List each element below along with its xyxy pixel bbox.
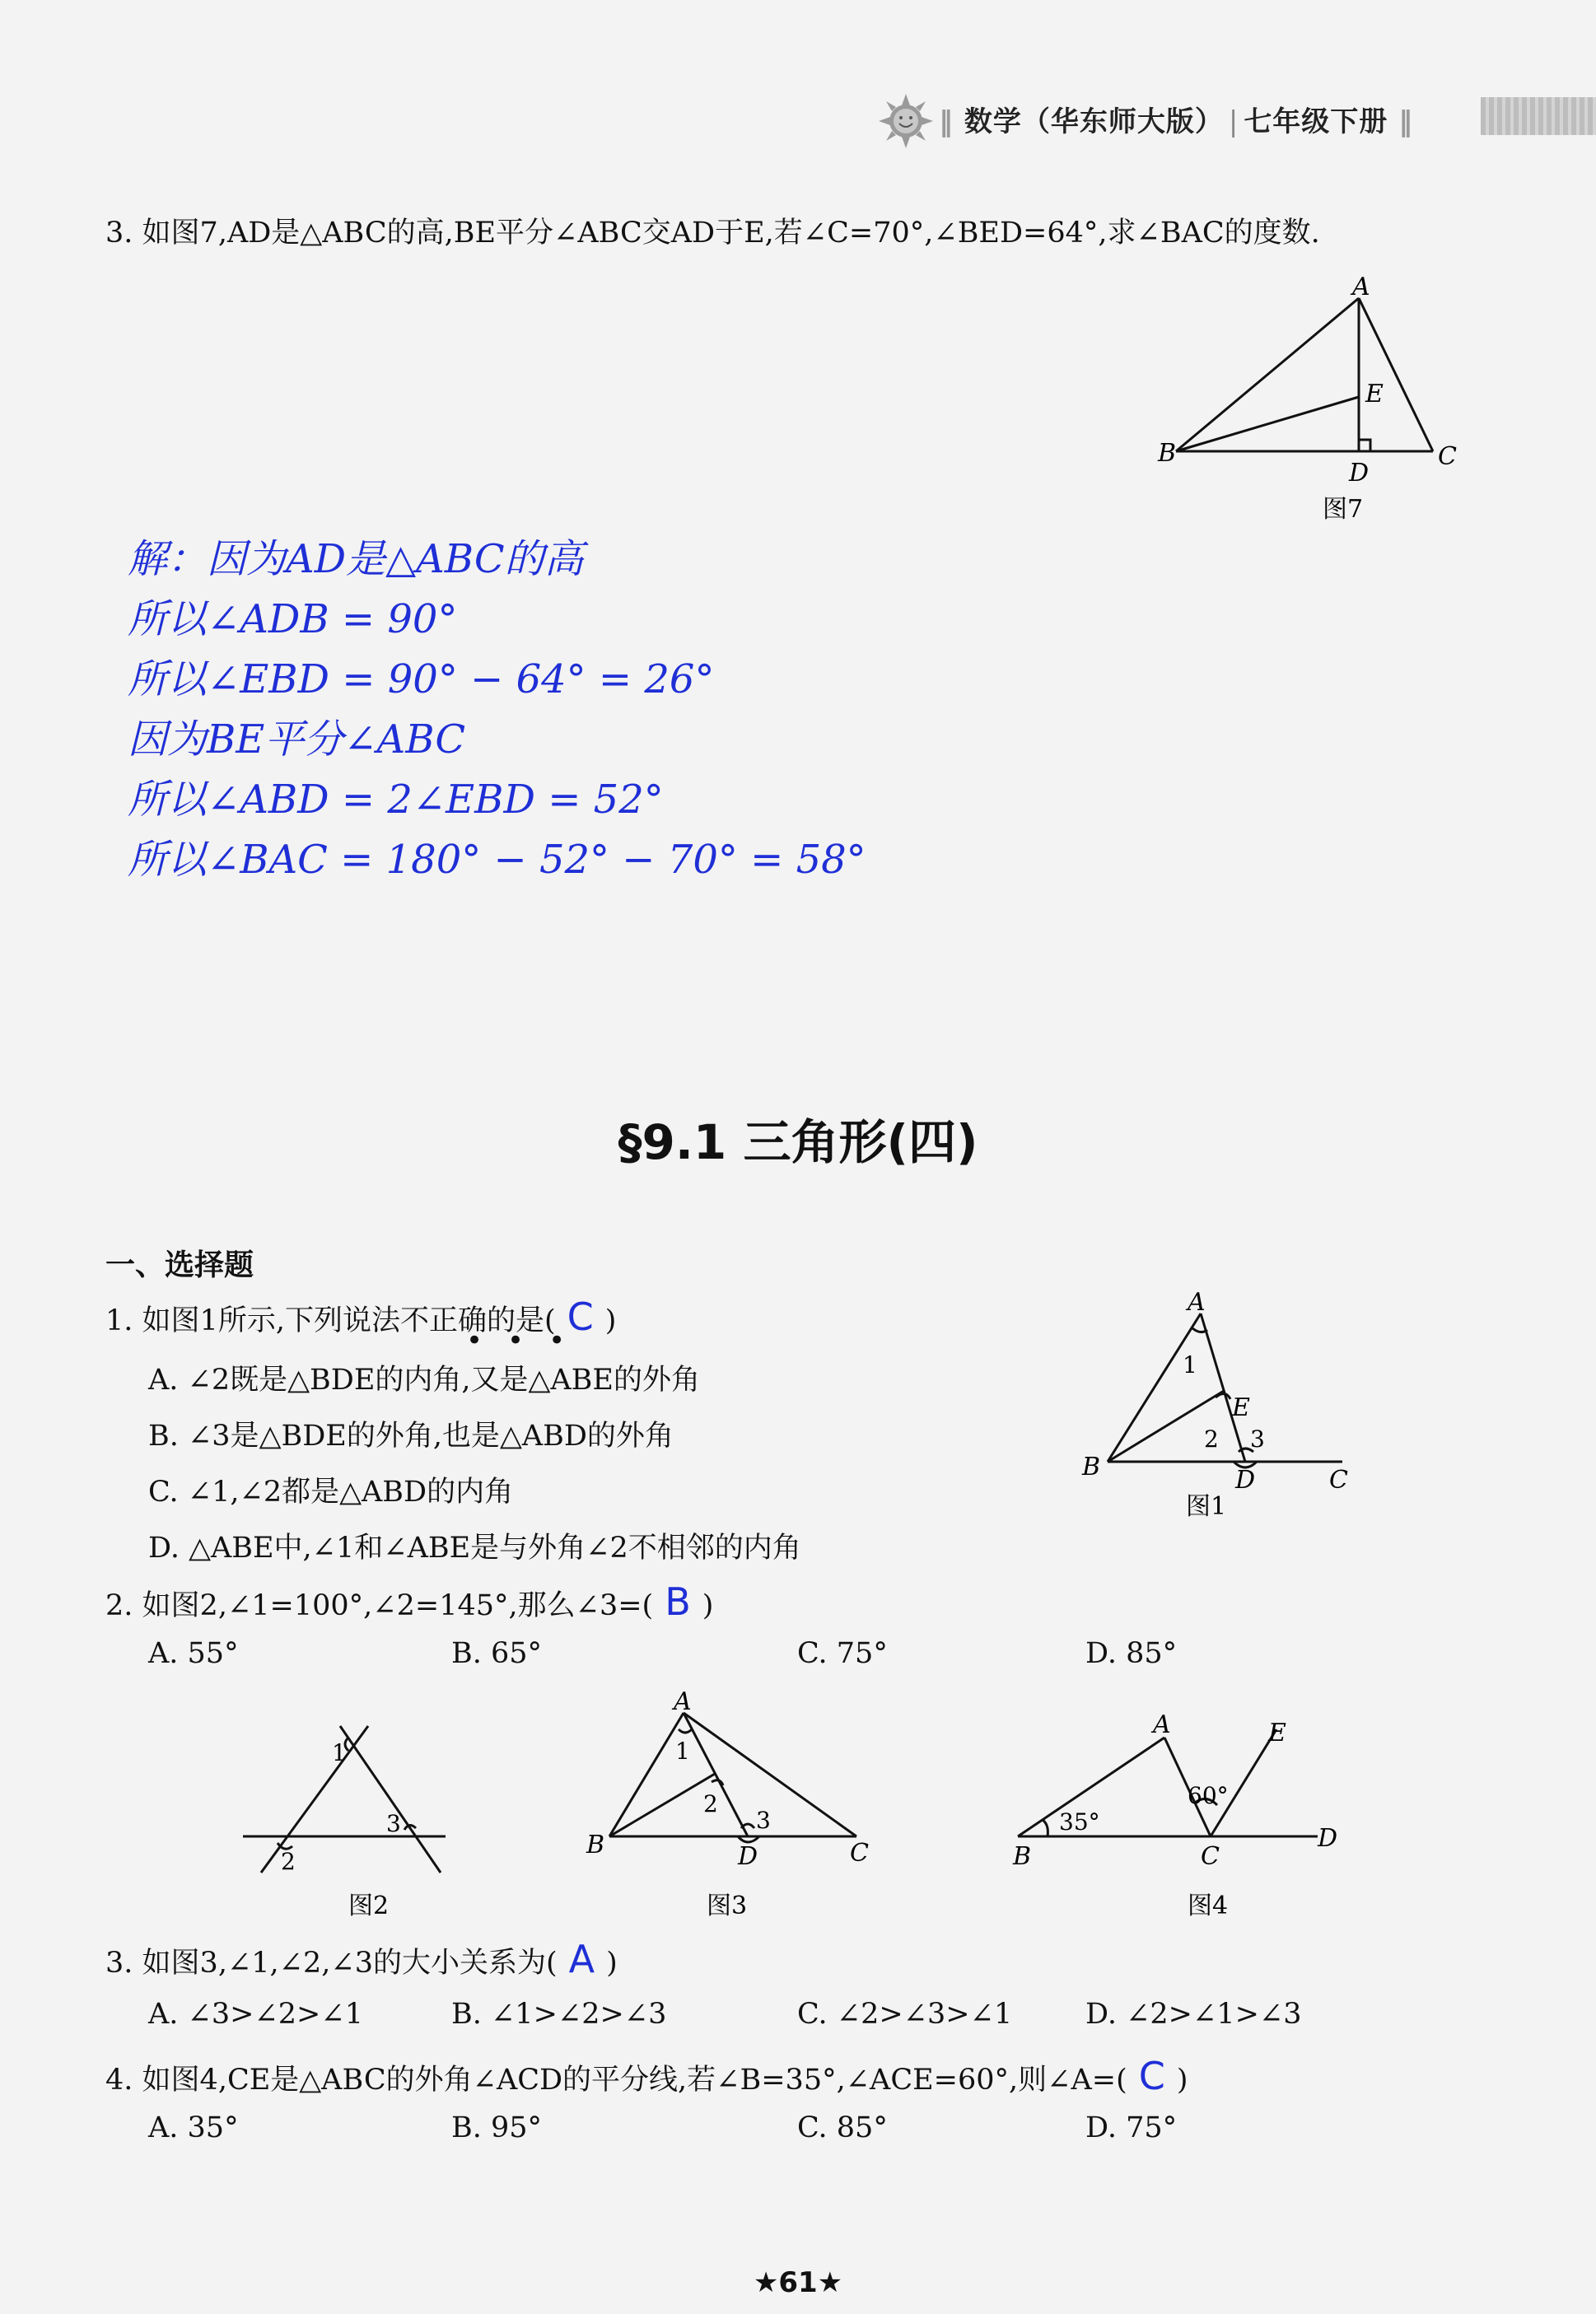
option: A. ∠3>∠2>∠1 bbox=[148, 1998, 363, 2031]
fig3-label-2: 2 bbox=[703, 1790, 718, 1817]
figure-4 bbox=[996, 1705, 1342, 1927]
fig4-label-60: 60° bbox=[1188, 1782, 1229, 1809]
fig1-label-B: B bbox=[1082, 1453, 1101, 1481]
answer-mark: C bbox=[567, 1295, 594, 1339]
option: A. 55° bbox=[148, 1637, 239, 1670]
fig3-label-1: 1 bbox=[675, 1738, 690, 1765]
subject-label: 数学（华东师大版） bbox=[964, 105, 1224, 138]
option: D. 85° bbox=[1085, 1637, 1178, 1670]
fig1-label-1: 1 bbox=[1183, 1351, 1197, 1379]
part-heading: 一、选择题 bbox=[105, 1248, 254, 1282]
problem-text: 如图7,AD是△ABC的高,BE平分∠ABC交AD于E,若∠C=70°,∠BED=64°,求∠BAC的度数. bbox=[142, 217, 1320, 250]
solution-line: 所以∠ABD = 2∠EBD = 52° bbox=[128, 777, 664, 823]
fig1-label-D: D bbox=[1235, 1466, 1256, 1495]
question-stem-end: ) bbox=[606, 1947, 618, 1980]
fig2-caption: 图2 bbox=[348, 1892, 390, 1920]
figure-2 bbox=[235, 1713, 457, 1927]
option: C. ∠1,∠2都是△ABD的内角 bbox=[148, 1476, 514, 1509]
option: A. ∠2既是△BDE的内角,又是△ABE的外角 bbox=[148, 1364, 700, 1397]
solution-line: 所以∠EBD = 90° − 64° = 26° bbox=[128, 656, 715, 702]
question-stem-end: ) bbox=[702, 1589, 714, 1622]
problem-number: 3. bbox=[105, 217, 133, 250]
fig4-label-C: C bbox=[1201, 1842, 1220, 1871]
fig4-label-D: D bbox=[1318, 1824, 1338, 1853]
option: C. 75° bbox=[797, 1637, 888, 1670]
answer-mark: C bbox=[1138, 2054, 1165, 2098]
question-stem: 如图1所示,下列说法不正确的是( bbox=[142, 1304, 556, 1337]
fig7-label-D: D bbox=[1349, 459, 1370, 488]
fig7-label-C: C bbox=[1438, 442, 1457, 471]
question-stem-end: ) bbox=[604, 1304, 617, 1337]
question-stem: 如图4,CE是△ABC的外角∠ACD的平分线,若∠B=35°,∠ACE=60°,则∠A=( bbox=[142, 2064, 1127, 2097]
question-4 bbox=[105, 2054, 1188, 2099]
solution-line: 因为BE平分∠ABC bbox=[128, 716, 466, 763]
question-stem: 如图2,∠1=100°,∠2=145°,那么∠3=( bbox=[142, 1589, 654, 1622]
problem-3-prev bbox=[105, 216, 1320, 250]
question-stem: 如图3,∠1,∠2,∠3的大小关系为( bbox=[142, 1947, 558, 1980]
grade-label: 七年级下册 bbox=[1244, 105, 1388, 138]
solution-line: 解：因为AD是△ABC的高 bbox=[128, 536, 584, 582]
fig1-label-2: 2 bbox=[1204, 1425, 1219, 1453]
solution-line: 所以∠BAC = 180° − 52° − 70° = 58° bbox=[128, 837, 866, 883]
fig7-caption: 图7 bbox=[1323, 495, 1364, 524]
question-number: 4. bbox=[105, 2064, 133, 2097]
question-number: 3. bbox=[105, 1947, 133, 1980]
emphasis-dots: ••• bbox=[466, 1324, 590, 1357]
option: D. △ABE中,∠1和∠ABE是与外角∠2不相邻的内角 bbox=[148, 1532, 801, 1565]
option: B. 65° bbox=[451, 1637, 543, 1670]
figure-3 bbox=[576, 1688, 881, 1927]
section-title: §9.1 三角形(四) bbox=[618, 1114, 978, 1170]
fig1-label-E: E bbox=[1232, 1393, 1250, 1422]
fig4-label-E: E bbox=[1268, 1719, 1286, 1747]
fig7-label-A: A bbox=[1352, 273, 1370, 301]
fig3-label-B: B bbox=[586, 1831, 605, 1859]
fig3-label-A: A bbox=[674, 1687, 692, 1716]
fig1-label-C: C bbox=[1329, 1466, 1348, 1495]
answer-mark: B bbox=[665, 1579, 691, 1624]
fig4-label-B: B bbox=[1013, 1842, 1032, 1871]
fig3-label-D: D bbox=[738, 1842, 758, 1871]
page-number: ★61★ bbox=[753, 2266, 843, 2299]
fig1-caption: 图1 bbox=[1186, 1492, 1227, 1521]
fig7-label-E: E bbox=[1365, 380, 1384, 408]
question-3 bbox=[105, 1937, 618, 1982]
solution-line: 所以∠ADB = 90° bbox=[128, 596, 458, 642]
fig7-label-B: B bbox=[1158, 439, 1177, 468]
smiling-sun-logo-icon bbox=[877, 92, 935, 150]
fig2-label-3: 3 bbox=[386, 1810, 401, 1837]
option: C. ∠2>∠3>∠1 bbox=[797, 1998, 1013, 2031]
question-number: 1. bbox=[105, 1304, 133, 1337]
figure-7 bbox=[1158, 272, 1482, 535]
header-title: ‖ 数学（华东师大版） | 七年级下册 ‖ bbox=[939, 105, 1414, 138]
option: C. 85° bbox=[797, 2111, 888, 2144]
option: D. ∠2>∠1>∠3 bbox=[1085, 1998, 1302, 2031]
option: A. 35° bbox=[148, 2111, 239, 2144]
fig3-label-3: 3 bbox=[756, 1807, 771, 1834]
fig3-caption: 图3 bbox=[707, 1892, 748, 1920]
fig3-label-C: C bbox=[850, 1839, 869, 1868]
figure-1 bbox=[1071, 1289, 1367, 1536]
fig2-label-1: 1 bbox=[332, 1739, 347, 1766]
question-number: 2. bbox=[105, 1589, 133, 1622]
header-stripe bbox=[1481, 97, 1596, 135]
fig1-label-3: 3 bbox=[1250, 1425, 1265, 1453]
option: B. ∠1>∠2>∠3 bbox=[451, 1998, 667, 2031]
fig4-label-A: A bbox=[1153, 1710, 1171, 1739]
answer-mark: A bbox=[568, 1937, 595, 1981]
fig1-label-A: A bbox=[1188, 1288, 1206, 1317]
fig4-caption: 图4 bbox=[1188, 1892, 1229, 1920]
option: D. 75° bbox=[1085, 2111, 1178, 2144]
option: B. 95° bbox=[451, 2111, 543, 2144]
question-stem-end: ) bbox=[1176, 2064, 1188, 2097]
fig4-label-35: 35° bbox=[1059, 1808, 1100, 1836]
fig2-label-2: 2 bbox=[281, 1848, 296, 1875]
question-2 bbox=[105, 1579, 713, 1625]
option: B. ∠3是△BDE的外角,也是△ABD的外角 bbox=[148, 1420, 674, 1453]
